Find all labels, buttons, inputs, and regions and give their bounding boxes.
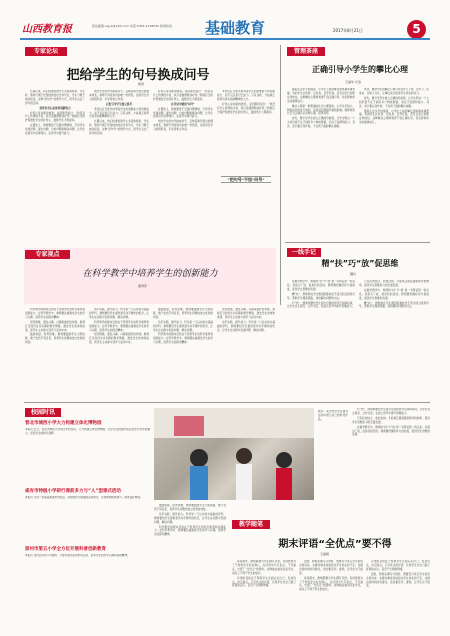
article1-title: 把给学生的句号换成问号 (66, 68, 210, 83)
article5-para: 评语的目的在于帮助学生全面认识自己，发扬优点，改正缺点。只写优点的评语，会使学生对自己缺乏客观的认识，甚至产生骄傲情绪。 (232, 576, 296, 588)
article1-para: 在课堂上，教师要善于设置问题情境，引导学生发现问题、提出问题、分析问题和解决问题，让学生在探究中获得知识，在思考中提升能力。 (153, 107, 213, 119)
article4-para: 只有扶放结合、收放自如，才能真正提高课堂教学的效率，促进学生思维能力的全面发展。 (359, 280, 429, 287)
news-item-title: 晋北市城西小学大力构建立体化博物园 (25, 421, 102, 426)
article2-author: 王丽华 长治 (345, 80, 361, 84)
article1-col4 (217, 90, 275, 242)
article4-author: 魏玲 (350, 272, 357, 276)
news-item-title: 原州市第五小学全方位开展科普创新教育 (25, 547, 106, 552)
article3-para: 创设情境，激发兴趣。兴趣是最好的老师。教师应当创设生动有趣的教学情境，激发学生的求知欲望，使学生主动参与到学习活动中来。 (217, 308, 275, 319)
article3-col5 (154, 504, 226, 614)
article1-subhead: 在考试中做到“问号” (171, 102, 195, 106)
article4-para: 巧“放”，即教师要给学生留出足够的思考空间和时间，让学生自主探究、合作交流，在独立思考中提升思维能力。 (352, 408, 430, 415)
article2-para: 随着生活水平的提高，小学生之间的攀比现象越来越普遍。有的学生比吃穿、比玩具、比零花钱，甚至比家长的职业和地位。这种攀比心理如果得不到正确引导，将会影响学生的健康成长。 (287, 88, 355, 103)
news-item-title: 咸有市特级小学研行课前多力与“人”型课式活动 (25, 489, 121, 494)
newspaper-logo: 山西教育报 (22, 24, 72, 35)
article2-para: 随着生活水平的提高，小学生之间的攀比现象越来越普遍。有的学生比吃穿、比玩具、比零花钱，甚至比家长的职业和地位。这种攀比心理如果得不到正确引导，将会影响学生的健康成长。 (359, 109, 429, 125)
article3-para: 动手实践，提升能力。科学是一门以实验为基础的学科，教师要给学生提供更多动手操作的机会，让学生在实践中发现问题、解决问题。 (154, 512, 226, 524)
article2-para: 首先，要引导学生树立正确的价值观，让学生明白一个人的价值不在于拥有多少物质财富，而在于品德和能力。其次，家长要以身作则，不在孩子面前攀比炫耀。 (359, 96, 429, 108)
article2-para: 再次，要把学生的攀比心理引导到学习上来，比学习、比进步、比助人为乐，让攀比成为促进学生进步的动力。 (359, 88, 429, 95)
article3-para: 鼓励质疑，培养思维。教师要鼓励学生大胆质疑，敢于发表不同意见，培养学生思维的独立性和批判性。 (25, 333, 85, 345)
article4-para: 精“扶”，即教师在学生遇到困难时给予适当的点拨和引导，帮助学生理清思路，找到解决问题的方法。 (287, 292, 355, 300)
article1-para: 长期以来，我们的课堂教学大多是教师讲、学生听，教师习惯于把现成的结论告诉学生，学生习惯于被动接受。这种“给句号”的教学方式，使学生失去了思考的空间。 (25, 90, 85, 105)
article5-tag: 教学随笔 (232, 520, 270, 529)
news-item-body: 本报讯 该校以科技节为载体，开展丰富多彩的科普活动，培养学生的科学兴趣和创新精神。 (25, 554, 130, 557)
article5-col1 (232, 560, 296, 626)
masthead (0, 0, 450, 40)
article1-tag: 专家论坛 (25, 47, 67, 56)
article1-col2 (89, 90, 149, 242)
article4-para: 精“扶”，即教师在学生遇到困难时给予适当的点拨和引导，帮助学生理清思路，找到解决问题的方法。 (359, 301, 429, 309)
article1-para: 好奇心是创新的源泉。爱因斯坦说过：“我没有什么特殊的才能，我只是激情般地好奇。”教师应当保护和激发学生的好奇心，鼓励学生大胆提问。 (217, 102, 275, 114)
article5-para: 每到期末，教师都要为学生撰写评语。有的教师为了不伤害学生的自尊心，在评语中只写优点，不写缺点，出现了“全优点”的现象。这种做法看似关爱学生，实际上不利于学生的成长。 (232, 560, 296, 575)
article3-col4 (217, 308, 275, 400)
article1-author: 蒋涛 (138, 82, 145, 86)
article2-col1 (287, 88, 355, 238)
article3-para: 科学教学的根本目的在于培养学生的科学素养和创新能力。在科学教学中，教师要注重激发学生的学习兴趣，培养学生的探究精神。 (25, 308, 85, 319)
article1-para: 长期以来，我们的课堂教学大多是教师讲、学生听，教师习惯于把现成的结论告诉学生，学生习惯于被动接受。这种“给句号”的教学方式，使学生失去了思考的空间。 (89, 120, 149, 136)
masthead-url: 报社邮箱:sxjyb@163.com 电话:0351-4728530 新闻热线 (92, 24, 172, 28)
article3-col2 (89, 308, 149, 400)
article1-para: 好奇心是创新的源泉。爱因斯坦说过：“我没有什么特殊的才能，我只是激情般地好奇。”教师应当保护和激发学生的好奇心，鼓励学生大胆提问。 (25, 111, 85, 123)
article5-col3 (366, 560, 430, 626)
article2-title: 正确引导小学生的攀比心理 (312, 65, 408, 74)
article2-para: 首先，要引导学生树立正确的价值观，让学生明白一个人的价值不在于拥有多少物质财富，而在于品德和能力。其次，家长要以身作则，不在孩子面前攀比炫耀。 (287, 117, 355, 129)
article1-para: 把给学生的句号换成问号，意味着教学观念的根本转变。教师不再是知识的唯一传授者，而是学生学习的组织者、引导者和合作者。 (89, 90, 149, 101)
article3-para: 科学教学的根本目的在于培养学生的科学素养和创新能力。在科学教学中，教师要注重激发学生的学习兴趣，培养学生的探究精神。 (89, 320, 149, 332)
article4-para: 在数学教学中，教师的“扶”与“放”是一对辩证统一的关系。扶是为了放，放是扶的目的。教师要把握好扶与放的度，促进学生思维的发展。 (352, 425, 430, 437)
article2-tag: 管理茶座 (287, 47, 325, 56)
article3-col3 (153, 308, 213, 400)
article3-col1 (25, 308, 85, 400)
article4-col1 (287, 280, 355, 400)
article1-col1 (25, 90, 85, 242)
article3-para: 动手实践，提升能力。科学是一门以实验为基础的学科，教师要给学生提供更多动手操作的机会，让学生在实践中发现问题、解决问题。 (217, 320, 275, 332)
article4-title: 精“扶”巧“放”促思维 (321, 259, 399, 268)
article1-para: 考试也应当更多地考查学生的思维能力和创新能力，而不仅仅是记忆能力。只有这样，才能真正培养出具有创新精神的人才。 (89, 107, 149, 119)
article1-subhead: 培养好奇心是改革创新的力 (39, 106, 71, 110)
article5-author: 王丽颖 (320, 552, 330, 556)
article3-para: 创设情境，激发兴趣。兴趣是最好的老师。教师应当创设生动有趣的教学情境，激发学生的求知欲望，使学生主动参与到学习活动中来。 (89, 333, 149, 345)
news-item-body: 本报讯 近日，晋北市城西小学结合学校实际，大力构建立体化博物园，让学生在校园中感受自然与科学的魅力，拓宽学生的知识视野。 (25, 428, 150, 435)
article3-para: 科学教学的根本目的在于培养学生的科学素养和创新能力。在科学教学中，教师要注重激发学生的学习兴趣，培养学生的探究精神。 (153, 333, 213, 345)
article3-para: 动手实践，提升能力。科学是一门以实验为基础的学科，教师要给学生提供更多动手操作的机会，让学生在实践中发现问题、解决问题。 (89, 308, 149, 319)
article3-title: 在科学教学中培养学生的创新能力 (82, 269, 218, 279)
page-number-badge: 5 (407, 20, 426, 39)
article4-col3 (352, 408, 430, 518)
news-item-body: 本报讯 为进一步提高课堂教学质量，该校组织开展课前活动研讨，全体教师积极参与，取得良好效果。 (25, 496, 143, 499)
article3-para: 科学教学的根本目的在于培养学生的科学素养和创新能力。在科学教学中，教师要注重激发学生的学习兴趣，培养学生的探究精神。 (154, 525, 226, 537)
article1-pull-quote: “把句号”不如“问号” (221, 176, 271, 183)
article4-col2 (359, 280, 429, 400)
article2-para: 攀比心理是一种普遍的社会心理现象。小学生年龄小，辨别是非的能力较弱，容易受到周围环境的影响。教师和家长应当正确认识这种心理，因势利导。 (287, 104, 355, 116)
article4-para: 只有扶放结合、收放自如，才能真正提高课堂教学的效率，促进学生思维能力的全面发展。 (352, 416, 430, 424)
article3-para: 鼓励质疑，培养思维。教师要鼓励学生大胆质疑，敢于发表不同意见，培养学生思维的独立性和批判性。 (154, 504, 226, 511)
article5-para: 因此，教师在撰写评语时，既要充分肯定学生的优点和进步，也要实事求是地指出学生存在的不足，并提出具体的改进建议。语言要亲切、委婉，让学生乐于接受。 (366, 572, 430, 588)
article1-subhead: 启发引导学生独立思考 (106, 102, 132, 106)
article1-para: 好奇心是创新的源泉。爱因斯坦说过：“我没有什么特殊的才能，我只是激情般地好奇。”教师应当保护和激发学生的好奇心，鼓励学生大胆提问。 (153, 90, 213, 101)
column-divider (280, 45, 281, 305)
article5-col2 (299, 560, 363, 626)
section-title: 基础教育 (205, 19, 266, 37)
news-tag: 校园时讯 (25, 408, 61, 417)
article1-para: 考试也应当更多地考查学生的思维能力和创新能力，而不仅仅是记忆能力。只有这样，才能真正培养出具有创新精神的人才。 (217, 90, 275, 101)
article1-para: 在课堂上，教师要善于设置问题情境，引导学生发现问题、提出问题、分析问题和解决问题，让学生在探究中获得知识，在思考中提升能力。 (25, 124, 85, 136)
article5-para: 每到期末，教师都要为学生撰写评语。有的教师为了不伤害学生的自尊心，在评语中只写优点，不写缺点，出现了“全优点”的现象。这种做法看似关爱学生，实际上不利于学生的成长。 (299, 576, 363, 592)
article4-para: 巧“放”，即教师要给学生留出足够的思考空间和时间，让学生自主探究、合作交流，在独立思考中提升思维能力。 (287, 301, 355, 309)
photo-illustration (154, 408, 314, 500)
article4-para: 在数学教学中，教师的“扶”与“放”是一对辩证统一的关系。扶是为了放，放是扶的目的。教师要把握好扶与放的度，促进学生思维的发展。 (287, 280, 355, 291)
article1-col3 (153, 90, 213, 242)
article4-tag: 一线手记 (287, 248, 321, 257)
article5-para: 评语的目的在于帮助学生全面认识自己，发扬优点，改正缺点。只写优点的评语，会使学生对自己缺乏客观的认识，甚至产生骄傲情绪。 (366, 560, 430, 571)
article1-para: 把给学生的句号换成问号，意味着教学观念的根本转变。教师不再是知识的唯一传授者，而是学生学习的组织者、引导者和合作者。 (153, 120, 213, 132)
masthead-bar (20, 38, 430, 40)
article3-para: 创设情境，激发兴趣。兴趣是最好的老师。教师应当创设生动有趣的教学情境，激发学生的求知欲望，使学生主动参与到学习活动中来。 (25, 320, 85, 332)
news-photo (154, 408, 314, 500)
section-divider (24, 402, 430, 403)
article3-para: 鼓励质疑，培养思维。教师要鼓励学生大胆质疑，敢于发表不同意见，培养学生思维的独立性和批判性。 (153, 308, 213, 319)
article3-author: 郝秀萍 (138, 284, 148, 288)
article4-para: 在数学教学中，教师的“扶”与“放”是一对辩证统一的关系。扶是为了放，放是扶的目的。教师要把握好扶与放的度，促进学生思维的发展。 (359, 288, 429, 300)
article5-para: 因此，教师在撰写评语时，既要充分肯定学生的优点和进步，也要实事求是地指出学生存在的不足，并提出具体的改进建议。语言要亲切、委婉，让学生乐于接受。 (299, 560, 363, 575)
article5-title: 期末评语“全优点”要不得 (278, 539, 392, 550)
photo-caption: 图为：某学校学生在课外活动中展示自己的科技作品。 (318, 410, 348, 421)
article2-col2 (359, 88, 429, 238)
article3-tag: 专家视点 (25, 250, 70, 259)
section-divider (285, 242, 430, 243)
article3-para: 动手实践，提升能力。科学是一门以实验为基础的学科，教师要给学生提供更多动手操作的机会，让学生在实践中发现问题、解决问题。 (153, 320, 213, 332)
issue-date: 2017年8月21日 (333, 28, 363, 33)
